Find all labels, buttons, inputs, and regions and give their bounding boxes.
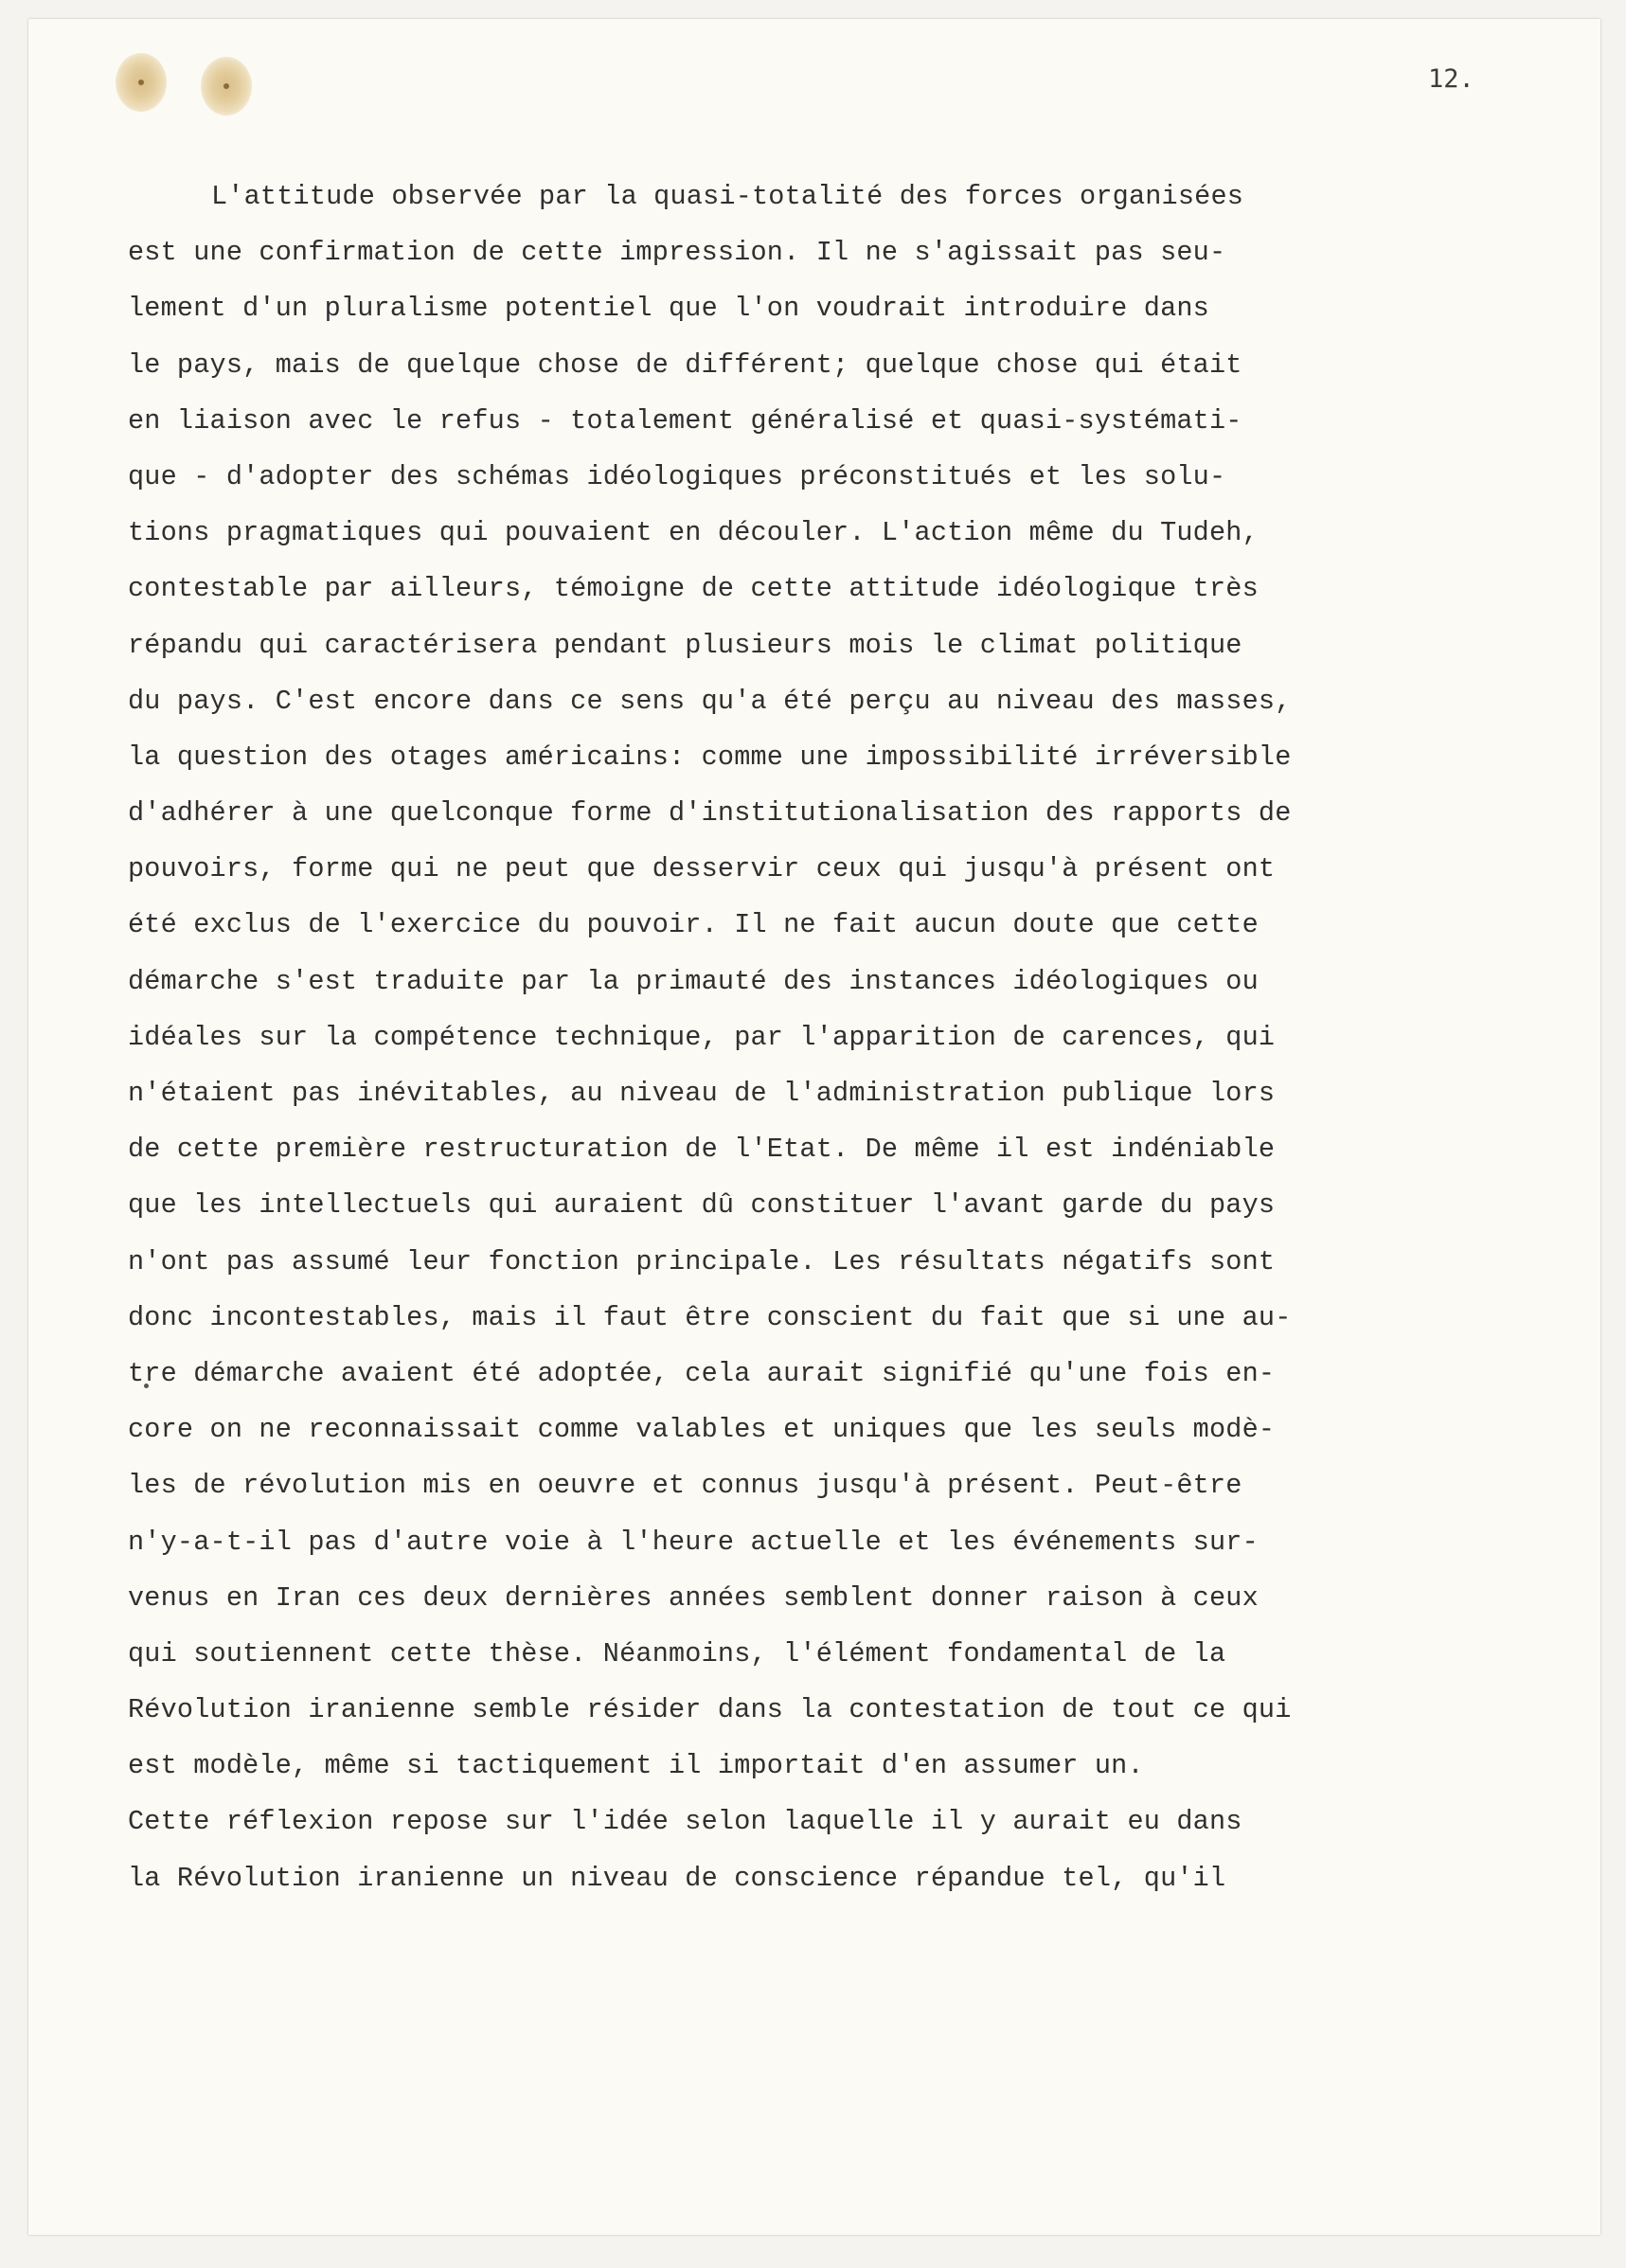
text-line: que les intellectuels qui auraient dû constituer l'avant garde du pays — [128, 1189, 1276, 1222]
text-line: du pays. C'est encore dans ce sens qu'a été perçu au niveau des masses, — [128, 685, 1292, 717]
text-line: les de révolution mis en oeuvre et connus jusqu'à présent. Peut-être — [128, 1470, 1242, 1502]
punch-hole-stain — [116, 53, 167, 112]
text-line: qui soutiennent cette thèse. Néanmoins, l'élément fondamental de la — [128, 1637, 1226, 1670]
text-line: Révolution iranienne semble résider dans la contestation de tout ce qui — [128, 1694, 1292, 1726]
text-line: tre démarche avaient été adoptée, cela aurait signifié qu'une fois en- — [128, 1357, 1276, 1389]
text-line: de cette première restructuration de l'Etat. De même il est indéniable — [128, 1134, 1276, 1166]
text-line: n'ont pas assumé leur fonction principale. Les résultats négatifs sont — [128, 1245, 1276, 1277]
text-line: pouvoirs, forme qui ne peut que desservir ceux qui jusqu'à présent ont — [128, 853, 1276, 885]
text-line: venus en Iran ces deux dernières années semblent donner raison à ceux — [128, 1581, 1259, 1614]
text-line: idéales sur la compétence technique, par l'apparition de carences, qui — [128, 1021, 1276, 1053]
body-text — [128, 169, 1567, 1906]
text-line: d'adhérer à une quelconque forme d'institutionalisation des rapports de — [128, 797, 1292, 830]
text-line: répandu qui caractérisera pendant plusieurs mois le climat politique — [128, 629, 1242, 661]
text-line: est modèle, même si tactiquement il importait d'en assumer un. — [128, 1750, 1144, 1782]
punch-hole-stain — [201, 57, 252, 116]
text-line: n'étaient pas inévitables, au niveau de l'administration publique lors — [128, 1078, 1276, 1109]
text-line: le pays, mais de quelque chose de différent; quelque chose qui était — [128, 348, 1242, 381]
page-number: 12. — [1428, 64, 1474, 94]
text-line: donc incontestables, mais il faut être conscient du fait que si une au- — [128, 1301, 1292, 1333]
text-line: en liaison avec le refus - totalement généralisé et quasi-systémati- — [128, 404, 1242, 437]
text-line: été exclus de l'exercice du pouvoir. Il ne fait aucun doute que cette — [128, 909, 1259, 941]
text-line: est une confirmation de cette impression. Il ne s'agissait pas seu- — [128, 237, 1226, 269]
text-line: n'y-a-t-il pas d'autre voie à l'heure actuelle et les événements sur- — [128, 1526, 1259, 1558]
text-line: la question des otages américains: comme une impossibilité irréversible — [128, 741, 1292, 773]
text-line: Cette réflexion repose sur l'idée selon laquelle il y aurait eu dans — [128, 1806, 1242, 1838]
text-line: que - d'adopter des schémas idéologiques préconstitués et les solu- — [128, 460, 1226, 492]
text-line: démarche s'est traduite par la primauté des instances idéologiques ou — [128, 965, 1259, 997]
text-line: lement d'un pluralisme potentiel que l'on voudrait introduire dans — [128, 293, 1209, 325]
text-line: la Révolution iranienne un niveau de conscience répandue tel, qu'il — [128, 1862, 1226, 1894]
text-line: contestable par ailleurs, témoigne de cette attitude idéologique très — [128, 573, 1259, 605]
text-line: tions pragmatiques qui pouvaient en découler. L'action même du Tudeh, — [128, 517, 1259, 549]
text-line: core on ne reconnaissait comme valables et uniques que les seuls modè- — [128, 1414, 1276, 1446]
text-line: L'attitude observée par la quasi-totalité des forces organisées — [211, 181, 1244, 212]
